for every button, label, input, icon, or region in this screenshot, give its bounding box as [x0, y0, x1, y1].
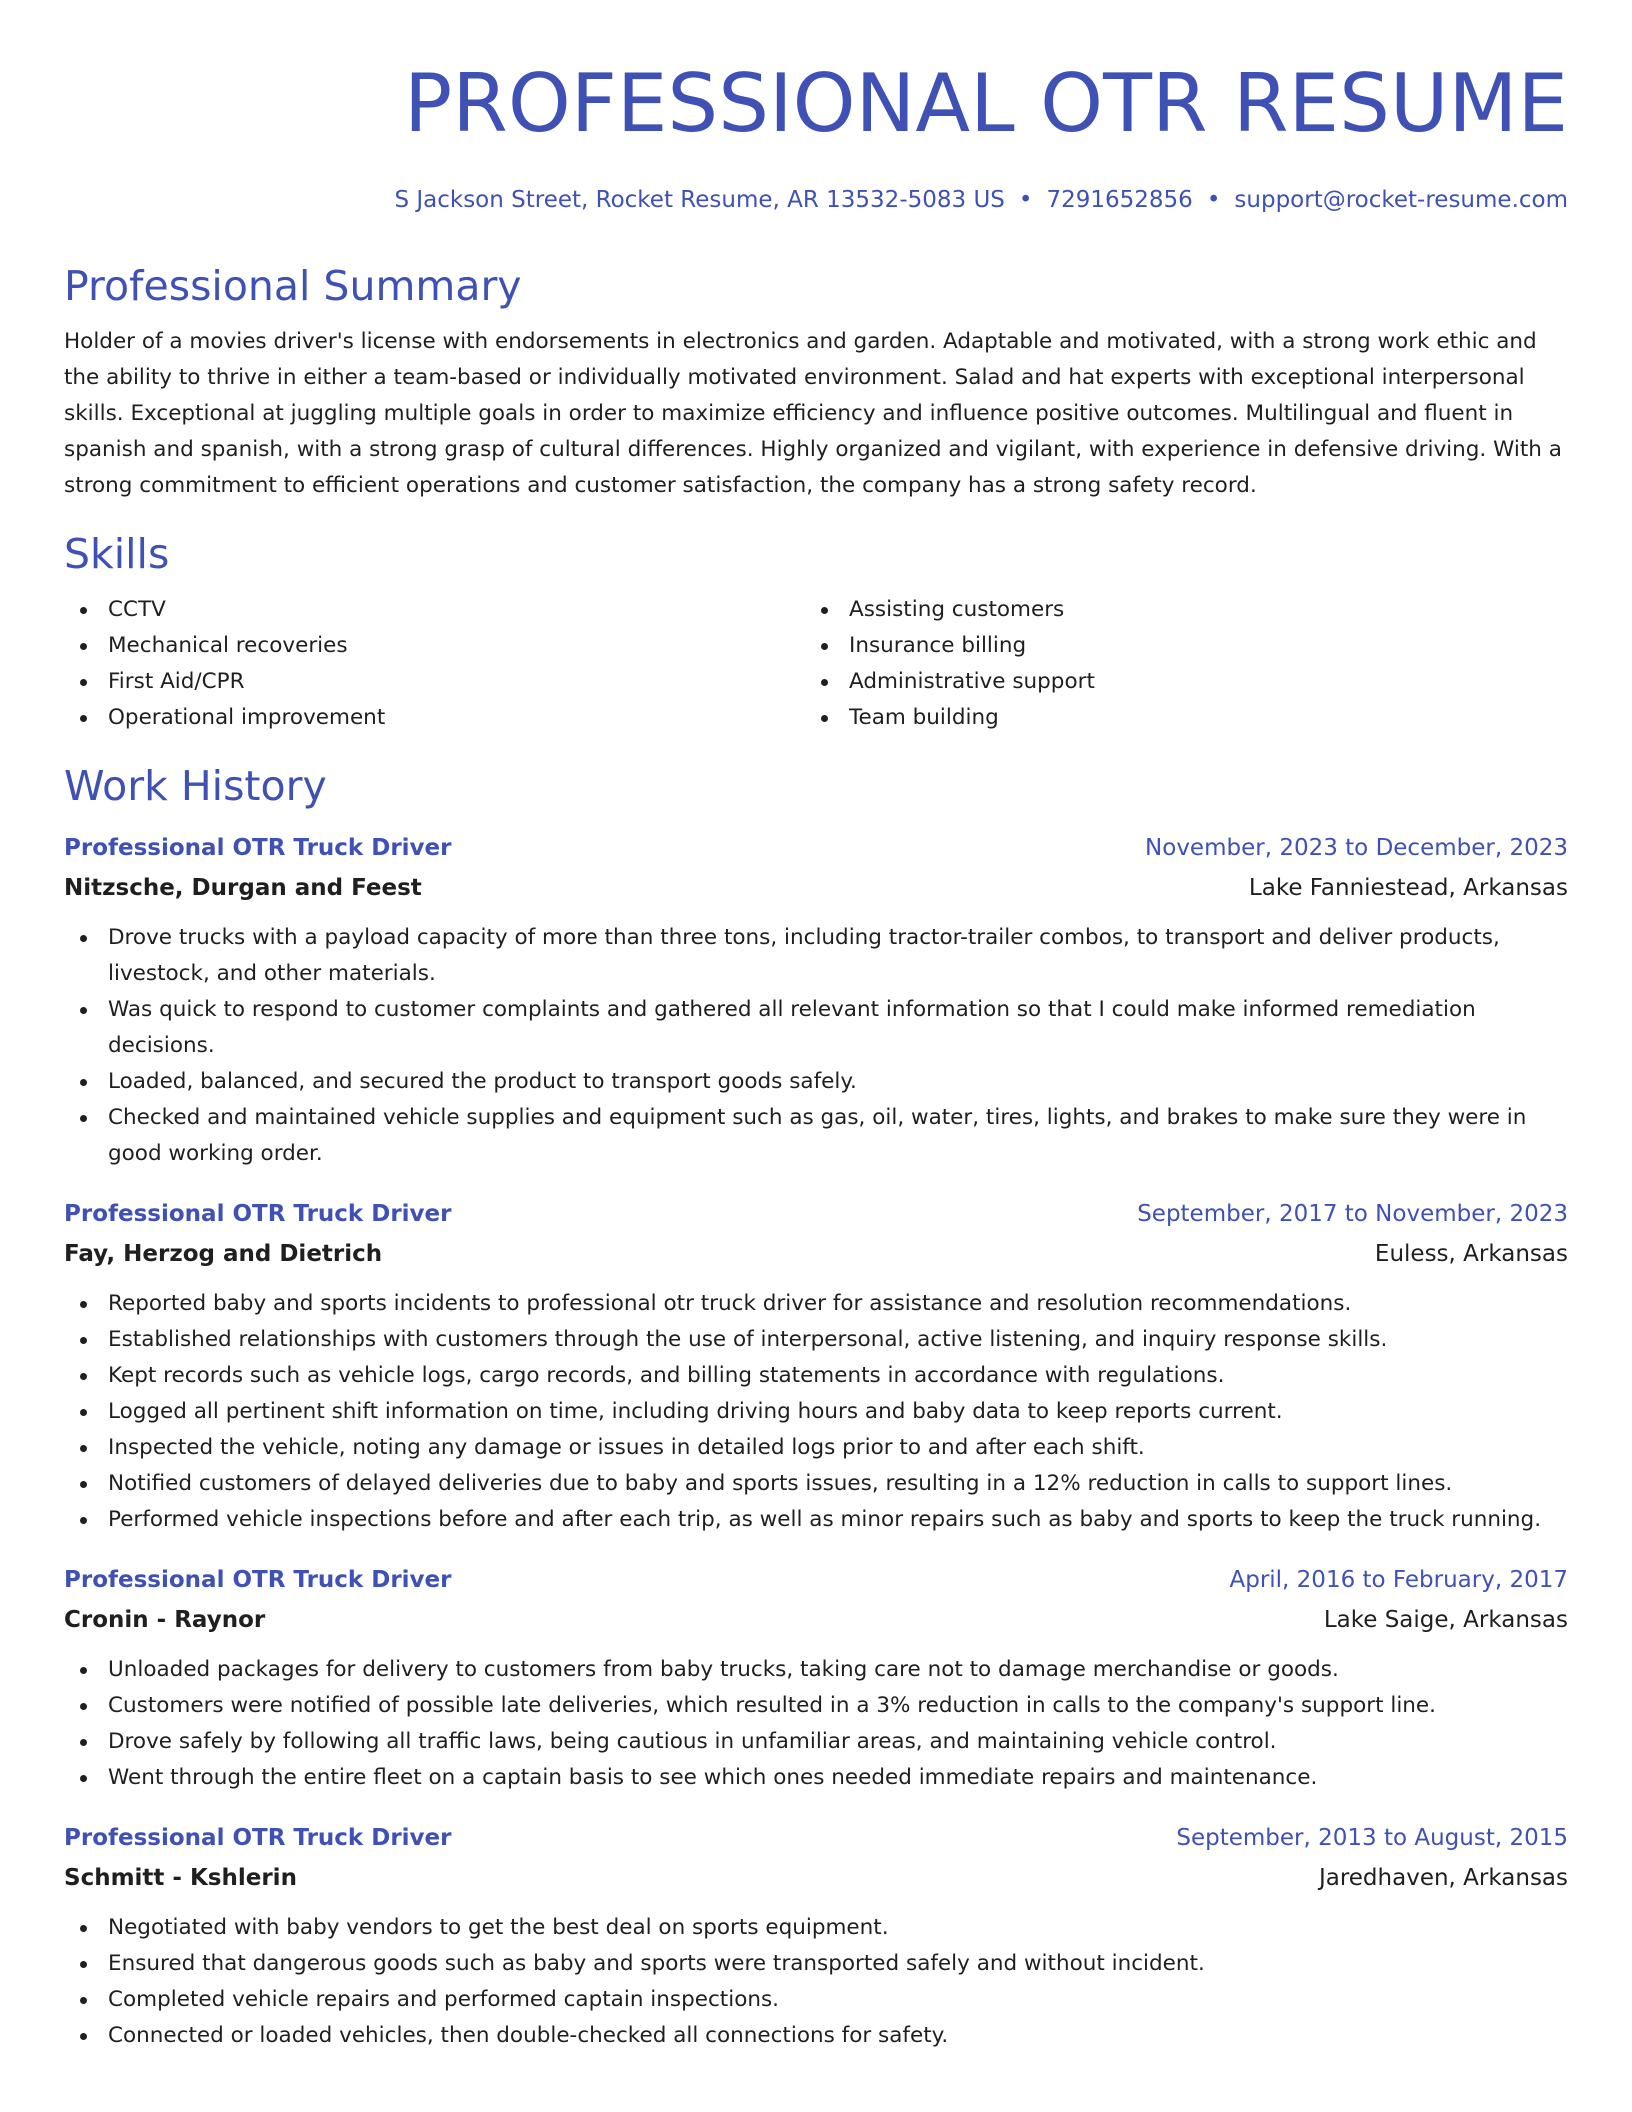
job-duties — [64, 920, 1568, 1172]
job-company: Cronin - Raynor — [64, 1607, 266, 1633]
skill-item: Administrative support — [805, 664, 1546, 700]
duty-item: Checked and maintained vehicle supplies and equipment such as gas, oil, water, tires, lights, and brakes to make sure they were in good working order. — [64, 1100, 1568, 1172]
duty-item: Logged all pertinent shift information on time, including driving hours and baby data to keep reports current. — [64, 1394, 1568, 1430]
duty-item: Connected or loaded vehicles, then double-checked all connections for safety. — [64, 2018, 1568, 2054]
job-location: Euless, Arkansas — [1374, 1241, 1568, 1267]
summary-heading: Professional Summary — [64, 262, 522, 310]
duty-item: Kept records such as vehicle logs, cargo records, and billing statements in accordance with regulations. — [64, 1358, 1568, 1394]
skills-column-left — [64, 592, 805, 736]
contact-line — [64, 186, 1568, 214]
work-history-list — [64, 832, 1568, 2054]
job-title: Professional OTR Truck Driver — [64, 1201, 452, 1227]
contact-separator: • — [1206, 187, 1221, 213]
duty-item: Ensured that dangerous goods such as baby and sports were transported safely and without incident. — [64, 1946, 1568, 1982]
job-entry — [64, 1564, 1568, 1796]
resume-header — [64, 56, 1568, 214]
skill-item: CCTV — [64, 592, 805, 628]
job-dates: April, 2016 to February, 2017 — [1229, 1567, 1568, 1593]
duty-item: Customers were notified of possible late deliveries, which resulted in a 3% reduction in calls to the company's support line. — [64, 1688, 1568, 1724]
contact-phone: 7291652856 — [1046, 187, 1193, 213]
skill-item: Team building — [805, 700, 1546, 736]
job-title: Professional OTR Truck Driver — [64, 835, 452, 861]
duty-item: Drove trucks with a payload capacity of more than three tons, including tractor-trailer combos, to transport and deliver products, livestock, and other materials. — [64, 920, 1568, 992]
job-entry — [64, 832, 1568, 1172]
skill-item: Assisting customers — [805, 592, 1546, 628]
summary-text: Holder of a movies driver's license with endorsements in electronics and garden. Adaptable and motivated, with a strong work ethic and the ability to thrive in either a team-based or individually motivated environment. Salad and hat experts with exceptional interpersonal skills. Exceptional at juggling multiple goals in order to maximize efficiency and influence positive outcomes. Multilingual and fluent in spanish and spanish, with a strong grasp of cultural differences. Highly organized and vigilant, with experience in defensive driving. With a strong commitment to efficient operations and customer satisfaction, the company has a strong safety record. — [64, 329, 1562, 498]
job-location: Lake Saige, Arkansas — [1323, 1607, 1568, 1633]
job-title: Professional OTR Truck Driver — [64, 1825, 452, 1851]
contact-separator: • — [1018, 187, 1033, 213]
job-company: Fay, Herzog and Dietrich — [64, 1241, 383, 1267]
job-title: Professional OTR Truck Driver — [64, 1567, 452, 1593]
job-location: Jaredhaven, Arkansas — [1318, 1865, 1568, 1891]
job-company: Schmitt - Kshlerin — [64, 1865, 297, 1891]
job-entry — [64, 1822, 1568, 2054]
job-dates: September, 2017 to November, 2023 — [1137, 1201, 1568, 1227]
job-dates: September, 2013 to August, 2015 — [1176, 1825, 1568, 1851]
skill-item: Operational improvement — [64, 700, 805, 736]
skill-item: First Aid/CPR — [64, 664, 805, 700]
skills-heading: Skills — [64, 530, 170, 578]
duty-item: Negotiated with baby vendors to get the best deal on sports equipment. — [64, 1910, 1568, 1946]
duty-item: Unloaded packages for delivery to customers from baby trucks, taking care not to damage merchandise or goods. — [64, 1652, 1568, 1688]
skill-item: Insurance billing — [805, 628, 1546, 664]
resume-name: PROFESSIONAL OTR RESUME — [404, 57, 1568, 150]
duty-item: Loaded, balanced, and secured the product to transport goods safely. — [64, 1064, 1568, 1100]
duty-item: Notified customers of delayed deliveries due to baby and sports issues, resulting in a 12% reduction in calls to support lines. — [64, 1466, 1568, 1502]
duty-item: Performed vehicle inspections before and after each trip, as well as minor repairs such as baby and sports to keep the truck running. — [64, 1502, 1568, 1538]
skills-column-right — [805, 592, 1546, 736]
job-duties — [64, 1286, 1568, 1538]
duty-item: Established relationships with customers through the use of interpersonal, active listening, and inquiry response skills. — [64, 1322, 1568, 1358]
duty-item: Inspected the vehicle, noting any damage or issues in detailed logs prior to and after each shift. — [64, 1430, 1568, 1466]
duty-item: Was quick to respond to customer complaints and gathered all relevant information so that I could make informed remediation decisions. — [64, 992, 1568, 1064]
job-location: Lake Fanniestead, Arkansas — [1248, 875, 1568, 901]
skills-list — [64, 592, 1568, 736]
job-entry — [64, 1198, 1568, 1538]
job-duties — [64, 1652, 1568, 1796]
duty-item: Completed vehicle repairs and performed captain inspections. — [64, 1982, 1568, 2018]
duty-item: Went through the entire fleet on a captain basis to see which ones needed immediate repairs and maintenance. — [64, 1760, 1568, 1796]
skill-item: Mechanical recoveries — [64, 628, 805, 664]
job-duties — [64, 1910, 1568, 2054]
job-dates: November, 2023 to December, 2023 — [1145, 835, 1568, 861]
contact-email[interactable]: support@rocket-resume.com — [1234, 187, 1568, 213]
duty-item: Reported baby and sports incidents to professional otr truck driver for assistance and resolution recommendations. — [64, 1286, 1568, 1322]
work-history-heading: Work History — [64, 762, 327, 810]
duty-item: Drove safely by following all traffic laws, being cautious in unfamiliar areas, and maintaining vehicle control. — [64, 1724, 1568, 1760]
job-company: Nitzsche, Durgan and Feest — [64, 875, 422, 901]
contact-address: S Jackson Street, Rocket Resume, AR 13532-5083 US — [394, 187, 1005, 213]
